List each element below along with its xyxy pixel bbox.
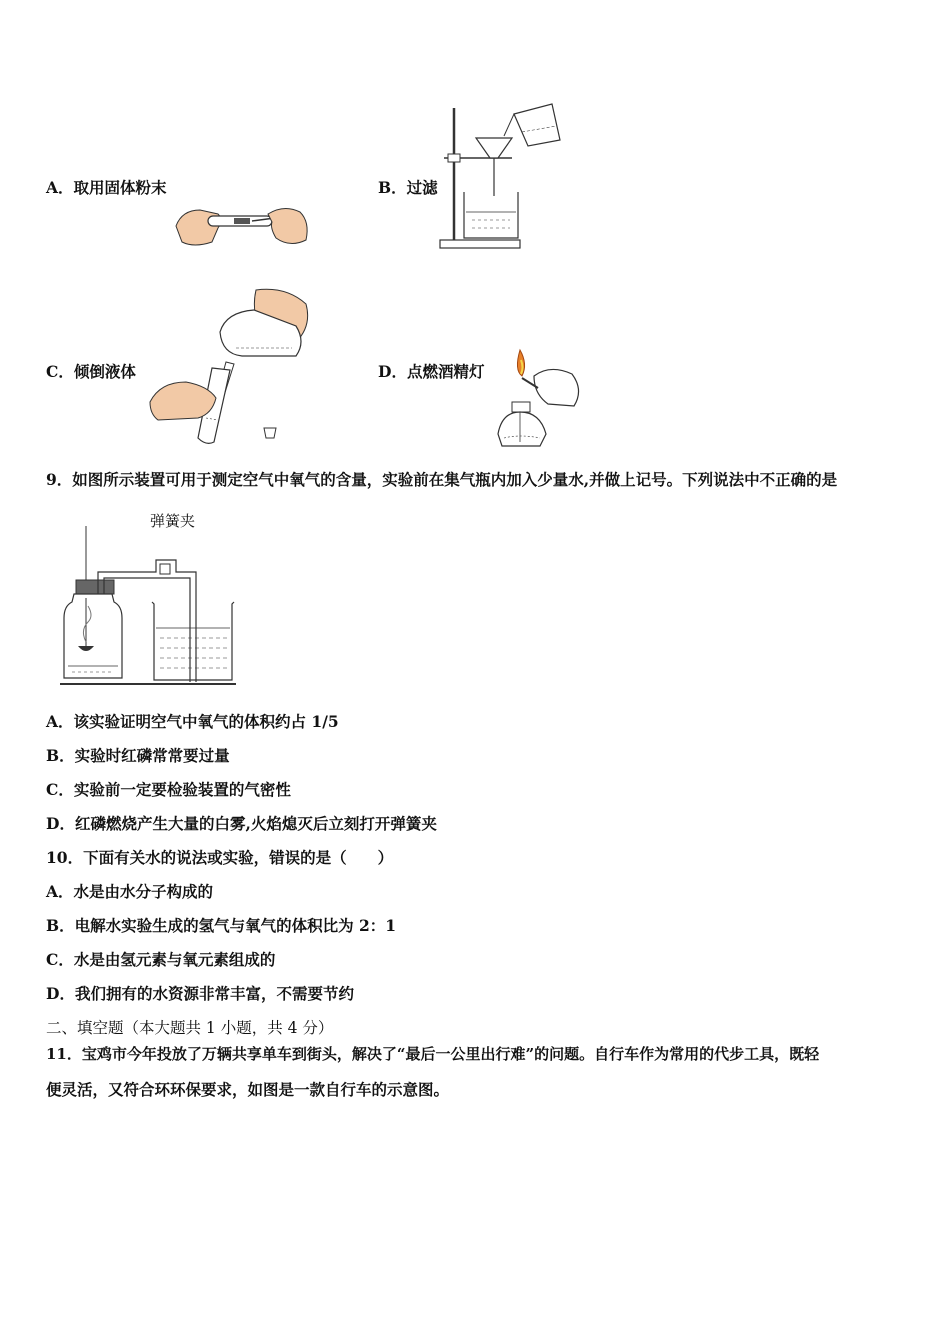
q10-option-a: A．水是由水分子构成的 <box>46 882 214 901</box>
q11-line-1: 11．宝鸡市今年投放了万辆共享单车到街头，解决了“最后一公里出行难”的问题。自行车作为常用的代步工具，既轻 <box>46 1045 820 1063</box>
powder-transfer-figure <box>172 196 312 252</box>
q10-stem: 10．下面有关水的说法或实验，错误的是（ ） <box>46 848 394 867</box>
section-heading: 二、填空题（本大题共 1 小题，共 4 分） <box>46 1019 334 1037</box>
q8-option-b: B．过滤 <box>378 178 438 197</box>
oxygen-measurement-figure <box>56 506 246 690</box>
spring-clip-label: 弹簧夹 <box>150 512 196 530</box>
filtration-figure <box>436 100 568 252</box>
q10-option-d: D．我们拥有的水资源非常丰富，不需要节约 <box>46 984 354 1003</box>
q8-option-d: D．点燃酒精灯 <box>378 362 485 381</box>
q9-option-c: C．实验前一定要检验装置的气密性 <box>46 780 291 799</box>
q8-option-c: C．倾倒液体 <box>46 362 136 381</box>
q11-line-2: 便灵活，又符合环环保要求，如图是一款自行车的示意图。 <box>46 1080 450 1099</box>
pour-liquid-figure <box>146 286 316 448</box>
q9-option-a: A．该实验证明空气中氧气的体积约占 1/5 <box>46 712 339 731</box>
q9-stem: 9．如图所示装置可用于测定空气中氧气的含量，实验前在集气瓶内加入少量水,并做上记号。下列说法中不正确的是 <box>46 470 838 489</box>
q10-option-b: B．电解水实验生成的氢气与氧气的体积比为 2：1 <box>46 916 397 935</box>
q8-option-a: A．取用固体粉末 <box>46 178 167 197</box>
q9-option-b: B．实验时红磷常常要过量 <box>46 746 230 765</box>
alcohol-lamp-figure <box>490 346 590 450</box>
q10-option-c: C．水是由氢元素与氧元素组成的 <box>46 950 276 969</box>
q9-option-d: D．红磷燃烧产生大量的白雾,火焰熄灭后立刻打开弹簧夹 <box>46 814 437 833</box>
